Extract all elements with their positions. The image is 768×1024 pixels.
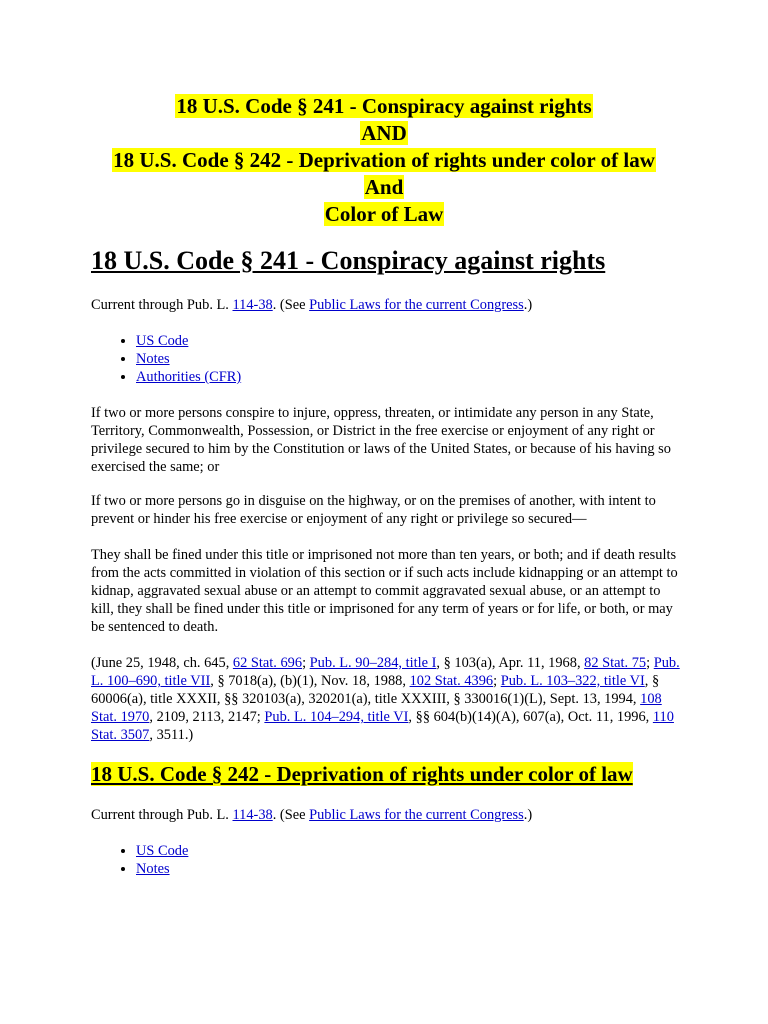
banner-line-4: And xyxy=(364,175,404,199)
banner-line-5: Color of Law xyxy=(324,202,444,226)
history-link[interactable]: 108 Stat. 1970 xyxy=(91,691,662,725)
public-law-link[interactable]: 114-38 xyxy=(232,297,273,313)
list-item xyxy=(136,842,188,860)
section-241-heading: 18 U.S. Code § 241 - Conspiracy against rights xyxy=(91,246,606,275)
list-item xyxy=(136,860,188,878)
notes-link[interactable]: Notes xyxy=(136,861,170,877)
section-241-link-list xyxy=(113,332,241,386)
history-link[interactable]: 110 Stat. 3507 xyxy=(91,709,674,743)
us-code-link[interactable]: US Code xyxy=(136,333,189,349)
notes-link[interactable]: Notes xyxy=(136,351,170,367)
section-241-paragraph-2: If two or more persons go in disguise on the highway, or on the premises of another, with intent to prevent or hinder his free exercise or enjoyment of any right or privilege so secured— xyxy=(91,493,656,527)
current-congress-link[interactable]: Public Laws for the current Congress xyxy=(309,297,524,313)
section-242-current-through: Current through Pub. L. 114-38. (See Public Laws for the current Congress.) xyxy=(91,807,533,823)
banner-line-2: AND xyxy=(361,121,407,145)
list-item xyxy=(136,368,241,386)
us-code-link[interactable]: US Code xyxy=(136,843,189,859)
section-241-current-through: Current through Pub. L. 114-38. (See Public Laws for the current Congress.) xyxy=(91,297,533,313)
history-link[interactable]: Pub. L. 100–690, title VII xyxy=(91,655,680,689)
history-link[interactable]: Pub. L. 104–294, title VI xyxy=(264,709,409,725)
section-241-paragraph-1: If two or more persons conspire to injure, oppress, threaten, or intimidate any person in any State, Territory, Commonwealth, Possession, or District in the free exercise or enjoyment of any right or privilege secured to him by the Constitution or laws of the United States, or because of his having so exercised the same; or xyxy=(91,405,671,475)
section-242-heading: 18 U.S. Code § 242 - Deprivation of rights under color of law xyxy=(91,762,633,786)
current-congress-link[interactable]: Public Laws for the current Congress xyxy=(309,807,524,823)
public-law-link[interactable]: 114-38 xyxy=(232,807,273,823)
authorities-cfr-link[interactable]: Authorities (CFR) xyxy=(136,369,242,385)
history-link[interactable]: 102 Stat. 4396 xyxy=(409,673,494,689)
history-link[interactable]: 82 Stat. 75 xyxy=(584,655,647,671)
section-241-paragraph-3: They shall be fined under this title or imprisoned not more than ten years, or both; and if death results from the acts committed in violation of this section or if such acts include kidnapping or an attempt to kidnap, aggravated sexual abuse or an attempt to commit aggravated sexual abuse, or an attempt to kill, they shall be fined under this title or imprisoned for any term of years or for life, or both, or may be sentenced to death. xyxy=(91,547,678,635)
history-link[interactable]: Pub. L. 103–322, title VI xyxy=(500,673,645,689)
history-link[interactable]: 62 Stat. 696 xyxy=(232,655,303,671)
list-item xyxy=(136,332,241,350)
banner-line-1: 18 U.S. Code § 241 - Conspiracy against rights xyxy=(176,94,592,118)
list-item xyxy=(136,350,241,368)
banner-line-3: 18 U.S. Code § 242 - Deprivation of rights under color of law xyxy=(113,148,655,172)
history-link[interactable]: Pub. L. 90–284, title I xyxy=(309,655,437,671)
section-242-link-list xyxy=(113,842,188,878)
title-banner xyxy=(0,93,768,228)
section-241-history: (June 25, 1948, ch. 645, 62 Stat. 696; Pub. L. 90–284, title I, § 103(a), Apr. 11, 1968, 82 Stat. 75; Pub. L. 100–690, title VII, § 7018(a), (b)(1), Nov. 18, 1988, 102 Stat. 4396; Pub. L. 103–322, title VI, § 60006(a), title XXXII, §§ 320103(a), 320201(a), title XXXIII, § 330016(1)(L), Sept. 13, 1994, 108 Stat. 1970, 2109, 2113, 2147; Pub. L. 104–294, title VI, §§ 604(b)(14)(A), 607(a), Oct. 11, 1996, 110 Stat. 3507, 3511.) xyxy=(91,655,680,743)
